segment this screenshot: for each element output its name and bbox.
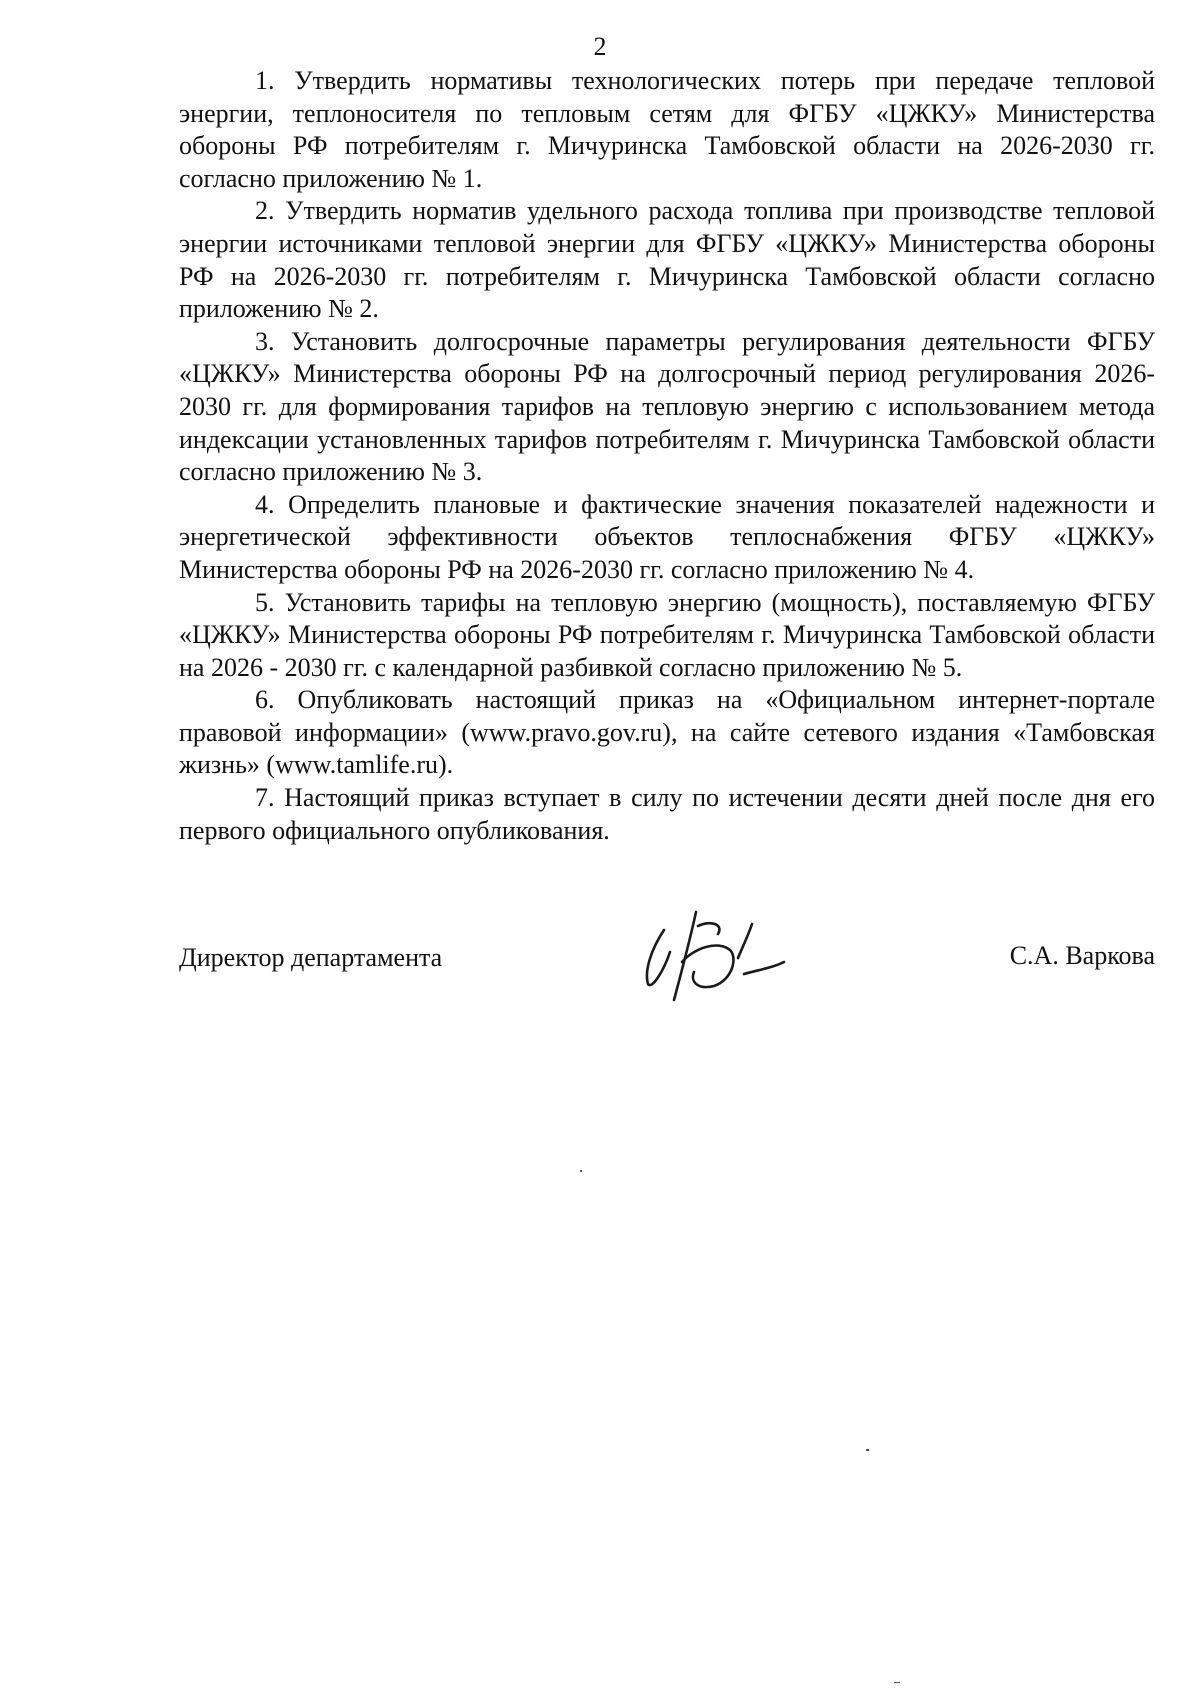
handwritten-signature-icon: [634, 900, 834, 1010]
scan-speck: [866, 1449, 869, 1451]
order-body: [179, 65, 1155, 847]
paragraph-6: 6. Опубликовать настоящий приказ на «Официальном интернет-портале правовой информации» (www.pravo.gov.ru), на сайте сетевого издания «Тамбовская жизнь» (www.tamlife.ru).: [179, 685, 1155, 780]
paragraph-3: 3. Установить долгосрочные параметры регулирования деятельности ФГБУ «ЦЖКУ» Министерства обороны РФ на долгосрочный период регулирования 2026-2030 гг. для формирования тарифов на тепловую энергию с использованием метода индексации установленных тарифов потребителям г. Мичуринска Тамбовской области согласно приложению № 3.: [179, 326, 1155, 487]
paragraph-4: 4. Определить плановые и фактические значения показателей надежности и энергетической эффективности объектов теплоснабжения ФГБУ «ЦЖКУ» Министерства обороны РФ на 2026-2030 гг. согласно приложению № 4.: [179, 489, 1155, 584]
signature-block: [179, 900, 1155, 1010]
scan-speck: [894, 1682, 900, 1683]
page-number: 2: [593, 32, 607, 61]
paragraph-2: 2. Утвердить норматив удельного расхода топлива при производстве тепловой энергии источниками тепловой энергии для ФГБУ «ЦЖКУ» Министерства обороны РФ на 2026-2030 гг. потребителям г. Мичуринска Тамбовской области согласно приложению № 2.: [179, 196, 1155, 324]
paragraph-7: 7. Настоящий приказ вступает в силу по истечении десяти дней после дня его первого официального опубликования.: [179, 783, 1155, 845]
paragraph-1: 1. Утвердить нормативы технологических потерь при передаче тепловой энергии, теплоносителя по тепловым сетям для ФГБУ «ЦЖКУ» Министерства обороны РФ потребителям г. Мичуринска Тамбовской области на 2026-2030 гг. согласно приложению № 1.: [179, 66, 1155, 193]
signatory-position: Директор департамента: [179, 943, 443, 972]
scan-speck: [580, 1170, 582, 1172]
paragraph-5: 5. Установить тарифы на тепловую энергию (мощность), поставляемую ФГБУ «ЦЖКУ» Министерства обороны РФ потребителям г. Мичуринска Тамбовской области на 2026 - 2030 гг. с календарной разбивкой согласно приложению № 5.: [179, 587, 1155, 682]
signatory-name: С.А. Варкова: [1009, 941, 1155, 970]
